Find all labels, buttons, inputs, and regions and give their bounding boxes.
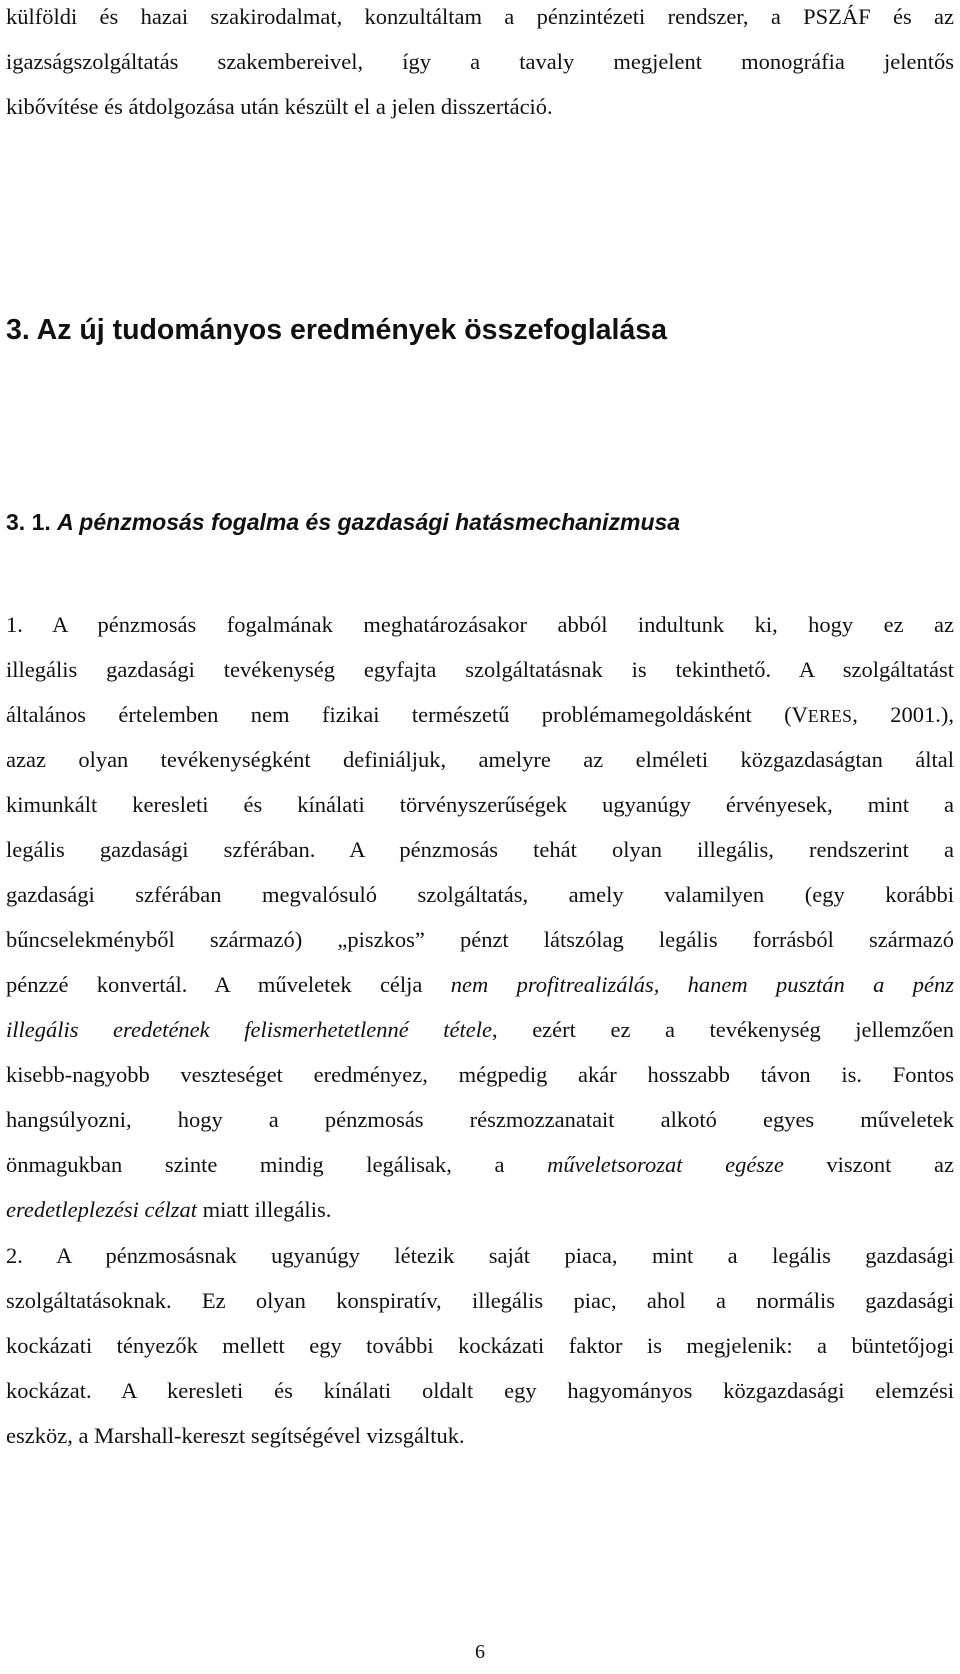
- para1-line-10: [6, 1015, 954, 1045]
- para1-line-14-text: miatt illegális.: [196, 1197, 332, 1222]
- page-number: 6: [475, 1641, 485, 1663]
- para2-line-3: kockázati tényezők mellett egy további kockázati faktor is megjelenik: a büntetőjogi: [6, 1333, 954, 1358]
- para1-line-4: azaz olyan tevékenységként definiáljuk, amelyre az elméleti közgazdaságtan által: [6, 747, 954, 772]
- para1-line-10-italic: illegális eredetének felismerhetetlenné tétele: [6, 1017, 493, 1042]
- para1-line-13-tail: viszont az: [783, 1152, 954, 1177]
- para2-line-5: eszköz, a Marshall-kereszt segítségével vizsgáltuk.: [6, 1423, 465, 1448]
- section-heading: 3. Az új tudományos eredmények összefoglalása: [6, 314, 667, 346]
- para1-line-6: legális gazdasági szférában. A pénzmosás tehát olyan illegális, rendszerint a: [6, 837, 954, 862]
- para1-line-9: [6, 970, 954, 1000]
- para1-line-13: [6, 1150, 954, 1180]
- para2-line-4: kockázat. A keresleti és kínálati oldalt egy hagyományos közgazdasági elemzési: [6, 1378, 954, 1403]
- subsection-title: A pénzmosás fogalma és gazdasági hatásmechanizmusa: [57, 509, 681, 535]
- para1-line-13-italic: műveletsorozat egésze: [547, 1152, 784, 1177]
- para1-line-11: kisebb-nagyobb veszteséget eredményez, mégpedig akár hosszabb távon is. Fontos: [6, 1062, 954, 1087]
- para1-line-9-text: pénzzé konvertál. A műveletek célja: [6, 972, 451, 997]
- para1-line-14-italic: eredetleplezési célzat: [6, 1197, 197, 1222]
- author-citation: ERES: [807, 706, 853, 726]
- para1-line-5: kimunkált keresleti és kínálati törvényszerűségek ugyanúgy érvényesek, mint a: [6, 792, 954, 817]
- para1-line-14: [6, 1195, 954, 1225]
- para1-line-8: bűncselekményből származó) „piszkos” pénzt látszólag legális forrásból származó: [6, 927, 954, 952]
- para1-line-7: gazdasági szférában megvalósuló szolgáltatás, amely valamilyen (egy korábbi: [6, 882, 954, 907]
- para1-line-13-text: önmagukban szinte mindig legálisak, a: [6, 1152, 548, 1177]
- para1-line-9-italic: nem profitrealizálás, hanem pusztán a pénz: [450, 972, 954, 997]
- subsection-heading: [6, 507, 680, 537]
- intro-line-1: külföldi és hazai szakirodalmat, konzultáltam a pénzintézeti rendszer, a PSZÁF és az: [6, 4, 954, 29]
- para1-line-12: hangsúlyozni, hogy a pénzmosás részmozzanatait alkotó egyes műveletek: [6, 1107, 954, 1132]
- para1-line-3-tail: , 2001.),: [852, 702, 954, 727]
- subsection-number: 3. 1.: [6, 509, 51, 535]
- para1-line-3: [6, 700, 954, 731]
- intro-line-3: kibővítése és átdolgozása után készült el a jelen disszertáció.: [6, 94, 553, 119]
- para2-line-1: 2. A pénzmosásnak ugyanúgy létezik saját piaca, mint a legális gazdasági: [6, 1243, 954, 1268]
- para1-line-3-text: általános értelemben nem fizikai természetű problémamegoldásként (V: [6, 702, 808, 727]
- intro-line-2: igazságszolgáltatás szakembereivel, így a tavaly megjelent monográfia jelentős: [6, 49, 954, 74]
- para1-line-1: 1. A pénzmosás fogalmának meghatározásakor abból indultunk ki, hogy ez az: [6, 612, 954, 637]
- para1-line-2: illegális gazdasági tevékenység egyfajta szolgáltatásnak is tekinthető. A szolgáltatást: [6, 657, 954, 682]
- para2-line-2: szolgáltatásoknak. Ez olyan konspiratív, illegális piac, ahol a normális gazdasági: [6, 1288, 954, 1313]
- para1-line-10-text: , ezért ez a tevékenység jellemzően: [492, 1017, 954, 1042]
